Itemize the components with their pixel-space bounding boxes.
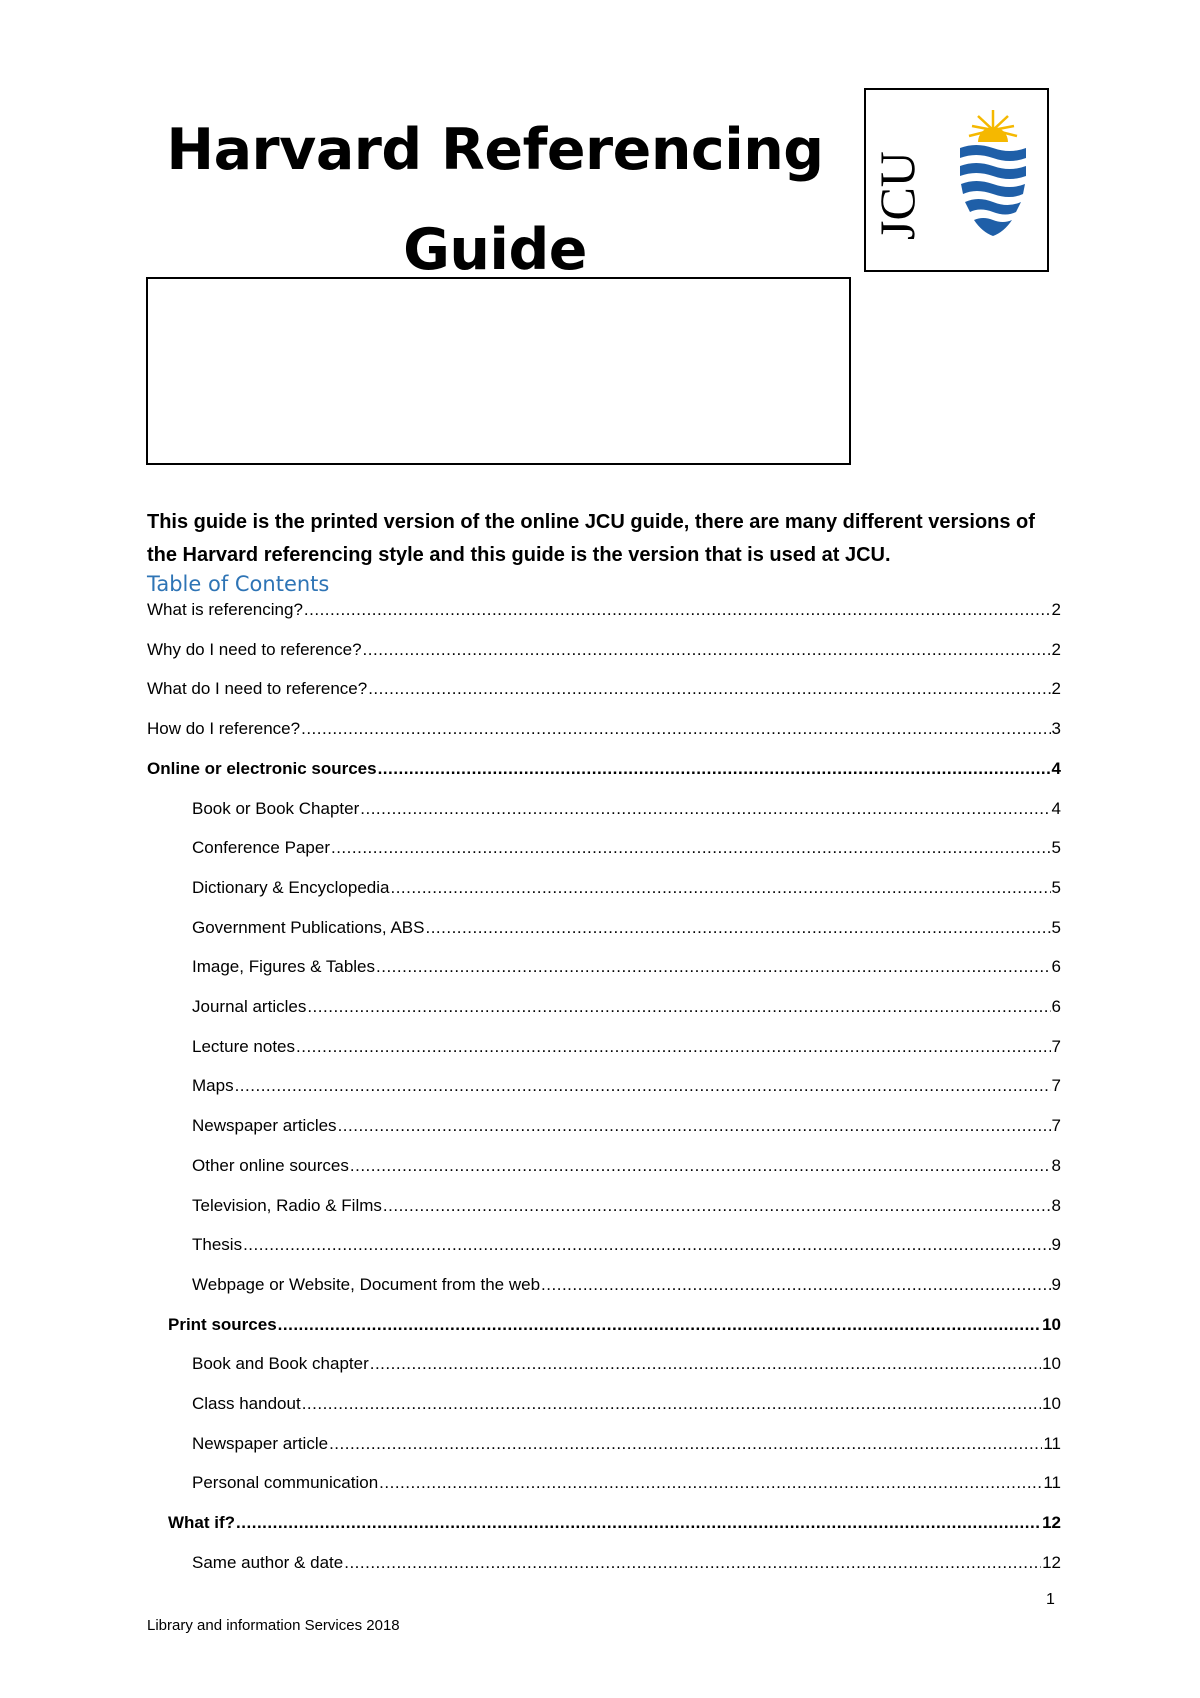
toc-entry[interactable] [192, 1392, 1061, 1416]
toc-entry[interactable] [147, 638, 1061, 662]
toc-entry[interactable] [192, 1273, 1061, 1297]
toc-entry-label: What is referencing? [147, 600, 303, 619]
toc-entry[interactable] [147, 757, 1061, 781]
toc-entry-label: Personal communication [192, 1473, 379, 1493]
toc-entry-page: 12 [1042, 1552, 1061, 1572]
toc-heading: Table of Contents [147, 572, 330, 596]
toc-entry-label: Newspaper articles [192, 1116, 337, 1136]
toc-entry[interactable] [192, 876, 1061, 900]
toc-leader-dots [329, 1432, 1042, 1456]
toc-leader-dots [302, 1392, 1041, 1416]
toc-entry[interactable] [192, 1233, 1061, 1257]
toc-entry-label: Thesis [192, 1235, 243, 1255]
toc-entry-label: Television, Radio & Films [192, 1195, 382, 1215]
blank-text-box [146, 277, 851, 465]
toc-entry-label: Dictionary & Encyclopedia [192, 877, 390, 897]
toc-entry[interactable] [192, 1154, 1061, 1178]
intro-paragraph: This guide is the printed version of the online JCU guide, there are many different versions of the Harvard referencing style and this guide is the version that is used at JCU. [147, 511, 1035, 566]
toc-entry[interactable] [192, 797, 1061, 821]
toc-entry-label: Print sources [168, 1314, 277, 1334]
toc-entry-page: 11 [1043, 1473, 1061, 1493]
toc-entry-label: Webpage or Website, Document from the web [192, 1274, 541, 1294]
title-line-2: Guide [403, 217, 587, 283]
toc-entry-label: Government Publications, ABS [192, 917, 425, 937]
toc-entry-label: Class handout [192, 1394, 301, 1413]
toc-entry-page: 7 [1051, 1076, 1061, 1096]
toc-entry-label: Online or electronic sources [147, 758, 377, 778]
toc-entry-label: Conference Paper [192, 838, 330, 858]
toc-entry-page: 8 [1051, 1155, 1061, 1175]
toc-leader-dots [296, 1035, 1051, 1059]
toc-entry-page: 9 [1051, 1274, 1061, 1294]
toc-leader-dots [350, 1154, 1051, 1178]
toc-entry[interactable] [192, 1432, 1061, 1456]
toc-entry-page: 6 [1051, 957, 1061, 977]
toc-leader-dots [301, 717, 1050, 741]
toc-entry-label: Newspaper article [192, 1433, 329, 1453]
toc-entry[interactable] [147, 717, 1061, 741]
toc-entry[interactable] [192, 1551, 1061, 1575]
toc-entry-label: Same author & date [192, 1552, 344, 1572]
toc-leader-dots [379, 1471, 1042, 1495]
toc-entry-label: Why do I need to reference? [147, 639, 362, 659]
toc-entry[interactable] [168, 1313, 1061, 1337]
toc-leader-dots [376, 955, 1051, 979]
toc-entry-label: Journal articles [192, 997, 307, 1016]
toc-entry[interactable] [192, 836, 1061, 860]
toc-leader-dots [236, 1511, 1041, 1535]
toc-leader-dots [331, 836, 1051, 860]
toc-entry-page: 9 [1051, 1235, 1061, 1255]
toc-entry-page: 10 [1042, 1354, 1061, 1374]
toc-entry[interactable] [192, 1035, 1061, 1059]
toc-leader-dots [338, 1114, 1051, 1138]
logo-text: JCU [869, 151, 925, 240]
toc-entry[interactable] [147, 598, 1061, 622]
toc-entry[interactable] [147, 677, 1061, 701]
toc-entry[interactable] [168, 1511, 1061, 1535]
toc-leader-dots [307, 995, 1050, 1019]
toc-entry-page: 5 [1051, 917, 1061, 937]
toc-entry-page: 7 [1051, 1036, 1061, 1056]
toc-leader-dots [243, 1233, 1050, 1257]
toc-entry[interactable] [192, 916, 1061, 940]
toc-leader-dots [363, 638, 1051, 662]
toc-entry-label: What do I need to reference? [147, 679, 368, 699]
toc-entry-label: What if? [168, 1513, 236, 1533]
page-number: 1 [1046, 1591, 1055, 1608]
page-footer: Library and information Services 2018 [147, 1617, 400, 1634]
toc-entry[interactable] [192, 1114, 1061, 1138]
jcu-logo [864, 88, 1049, 272]
toc-leader-dots [344, 1551, 1041, 1575]
toc-leader-dots [541, 1273, 1050, 1297]
toc-entry-label: Lecture notes [192, 1036, 296, 1056]
toc-leader-dots [304, 598, 1051, 622]
toc-entry-page: 12 [1042, 1513, 1061, 1533]
toc-entry[interactable] [192, 1194, 1061, 1218]
toc-entry[interactable] [192, 1074, 1061, 1098]
toc-entry-label: Maps [192, 1076, 234, 1096]
toc-leader-dots [378, 757, 1051, 781]
toc-leader-dots [370, 1352, 1041, 1376]
toc-entry-page: 10 [1042, 1394, 1061, 1413]
toc-entry-label: Other online sources [192, 1155, 349, 1175]
toc-entry-label: Book or Book Chapter [192, 798, 360, 818]
toc-entry-page: 2 [1051, 639, 1061, 659]
toc-entry-label: Book and Book chapter [192, 1354, 369, 1374]
toc-entry[interactable] [192, 1352, 1061, 1376]
toc-entry[interactable] [192, 995, 1061, 1019]
toc-entry-label: Image, Figures & Tables [192, 957, 375, 977]
toc-leader-dots [390, 876, 1050, 900]
title-line-1: Harvard Referencing [166, 117, 824, 183]
toc-entry-page: 5 [1051, 877, 1061, 897]
toc-entry-label: How do I reference? [147, 719, 301, 739]
toc-entry[interactable] [192, 1471, 1061, 1495]
toc-entry-page: 5 [1051, 838, 1061, 858]
toc-leader-dots [383, 1194, 1051, 1218]
toc-leader-dots [368, 677, 1050, 701]
toc-entry-page: 2 [1051, 679, 1061, 699]
toc-entry-page: 11 [1043, 1433, 1061, 1453]
toc-leader-dots [360, 797, 1050, 821]
toc-entry-page: 4 [1051, 758, 1061, 778]
toc-entry-page: 3 [1051, 719, 1061, 739]
toc-entry[interactable] [192, 955, 1061, 979]
jcu-logo-graphic [866, 90, 1047, 270]
document-title [150, 100, 840, 300]
toc-entry-page: 6 [1051, 997, 1061, 1016]
toc-entry-page: 2 [1051, 600, 1061, 619]
toc-entry-page: 4 [1051, 798, 1061, 818]
toc-entry-page: 10 [1042, 1314, 1061, 1334]
toc-leader-dots [425, 916, 1050, 940]
toc-entry-page: 7 [1051, 1116, 1061, 1136]
toc-leader-dots [278, 1313, 1041, 1337]
toc-entry-page: 8 [1051, 1195, 1061, 1215]
waves-shield-icon [960, 145, 1026, 236]
toc-leader-dots [235, 1074, 1051, 1098]
